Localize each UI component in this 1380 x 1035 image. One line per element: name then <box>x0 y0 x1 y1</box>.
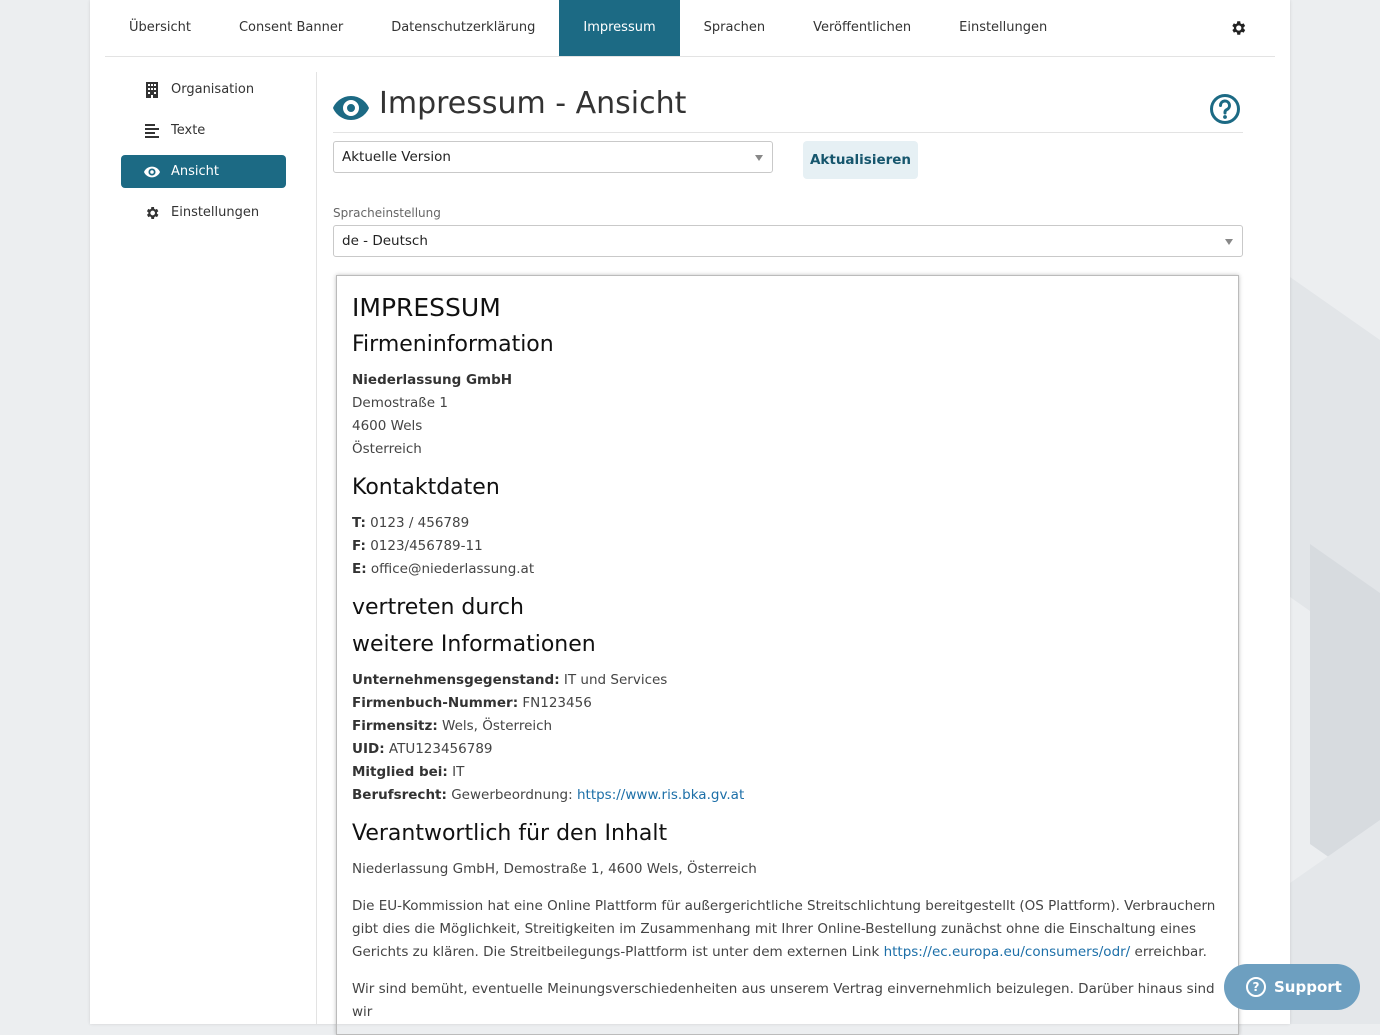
sidebar-item-organisation[interactable] <box>121 73 286 106</box>
sidebar-item-label: Organisation <box>171 82 255 97</box>
imprint-preview <box>336 275 1239 1035</box>
version-select[interactable] <box>333 141 773 173</box>
law-link[interactable]: https://www.ris.bka.gv.at <box>576 787 745 803</box>
eu-text-paragraph <box>352 895 1223 964</box>
sidebar <box>105 72 317 1024</box>
eye-icon <box>333 95 369 121</box>
register-number: FN123456 <box>522 695 592 711</box>
background-decoration <box>1280 0 1380 1024</box>
country: Österreich <box>352 441 422 457</box>
company-heading: Firmeninformation <box>352 332 554 357</box>
top-navigation <box>105 0 1275 57</box>
tab-datenschutzerklaerung[interactable]: Datenschutzerklärung <box>391 20 536 35</box>
sidebar-item-label: Einstellungen <box>171 205 260 220</box>
member-label: Mitglied bei: <box>352 764 448 780</box>
page-title: Impressum - Ansicht <box>379 86 687 121</box>
question-icon: ? <box>1246 977 1266 997</box>
phone-label: T: <box>352 515 366 531</box>
more-info-heading: weitere Informationen <box>352 632 596 657</box>
company-address <box>352 369 1223 461</box>
tab-impressum[interactable]: Impressum <box>559 0 679 56</box>
uid: ATU123456789 <box>388 741 493 757</box>
fax: 0123/456789-11 <box>370 538 483 554</box>
fax-label: F: <box>352 538 366 554</box>
update-button[interactable]: Aktualisieren <box>803 141 918 179</box>
gear-icon[interactable] <box>1229 19 1247 37</box>
tab-einstellungen[interactable]: Einstellungen <box>959 20 1048 35</box>
phone: 0123 / 456789 <box>370 515 470 531</box>
support-button[interactable] <box>1224 964 1360 1010</box>
tab-consent-banner[interactable]: Consent Banner <box>238 20 344 35</box>
email-label: E: <box>352 561 367 577</box>
chevron-down-icon <box>755 155 763 161</box>
email: office@niederlassung.at <box>370 561 535 577</box>
law-label: Berufsrecht: <box>352 787 447 803</box>
responsible-text: Niederlassung GmbH, Demostraße 1, 4600 Wels, Österreich <box>352 861 757 877</box>
member: IT <box>452 764 465 780</box>
purpose-label: Unternehmensgegenstand: <box>352 672 560 688</box>
last-text: Wir sind bemüht, eventuelle Meinungsverschiedenheiten aus unserem Vertrag einvernehmlich beizulegen. Darüber hinaus sind wir <box>352 981 1215 1020</box>
version-select-value: Aktuelle Version <box>342 149 451 165</box>
help-icon[interactable] <box>1209 93 1241 125</box>
contact-details <box>352 512 1223 581</box>
tab-sprachen[interactable]: Sprachen <box>703 20 766 35</box>
language-select-value: de - Deutsch <box>342 233 428 249</box>
eu-text: Die EU-Kommission hat eine Online Plattform für außergerichtliche Streitschlichtung bereitgestellt (OS Plattform). Verbrauchern gibt dies die Möglichkeit, Streitigkeiten im Zusammenhang mit Ihrer Online-Bestellung zunächst ohne die Einschaltung eines Gerichts zu klären. Die Streitbeilegungs-Plattform ist unter dem externen Link <box>352 898 1216 960</box>
eu-odr-link[interactable]: https://ec.europa.eu/consumers/odr/ <box>883 944 1131 960</box>
seat: Wels, Österreich <box>442 718 553 734</box>
main-card <box>90 0 1290 1024</box>
text-lines-icon <box>144 123 160 139</box>
tab-uebersicht[interactable]: Übersicht <box>129 20 191 35</box>
language-select[interactable] <box>333 225 1243 257</box>
law-text: Gewerbeordnung: <box>451 787 573 803</box>
eye-icon <box>144 164 160 180</box>
sidebar-item-ansicht[interactable] <box>121 155 286 188</box>
contact-heading: Kontaktdaten <box>352 475 500 500</box>
sidebar-item-texte[interactable] <box>121 114 286 147</box>
seat-label: Firmensitz: <box>352 718 438 734</box>
eu-suffix: erreichbar. <box>1134 944 1207 960</box>
sidebar-item-label: Texte <box>171 123 206 138</box>
purpose: IT und Services <box>563 672 668 688</box>
preview-heading: IMPRESSUM <box>352 293 501 322</box>
register-label: Firmenbuch-Nummer: <box>352 695 519 711</box>
support-label: Support <box>1274 978 1342 996</box>
city: 4600 Wels <box>352 418 423 434</box>
language-label: Spracheinstellung <box>333 206 441 220</box>
building-icon <box>144 82 160 98</box>
tab-veroeffentlichen[interactable]: Veröffentlichen <box>813 20 912 35</box>
gear-icon <box>144 205 160 221</box>
sidebar-item-einstellungen[interactable] <box>121 196 286 229</box>
more-info-details <box>352 669 1223 807</box>
sidebar-item-label: Ansicht <box>171 164 220 179</box>
chevron-down-icon <box>1225 239 1233 245</box>
page-header <box>333 86 1243 133</box>
responsible-heading: Verantwortlich für den Inhalt <box>352 821 668 846</box>
company-name: Niederlassung GmbH <box>352 372 513 388</box>
uid-label: UID: <box>352 741 385 757</box>
street: Demostraße 1 <box>352 395 448 411</box>
represented-heading: vertreten durch <box>352 595 524 620</box>
